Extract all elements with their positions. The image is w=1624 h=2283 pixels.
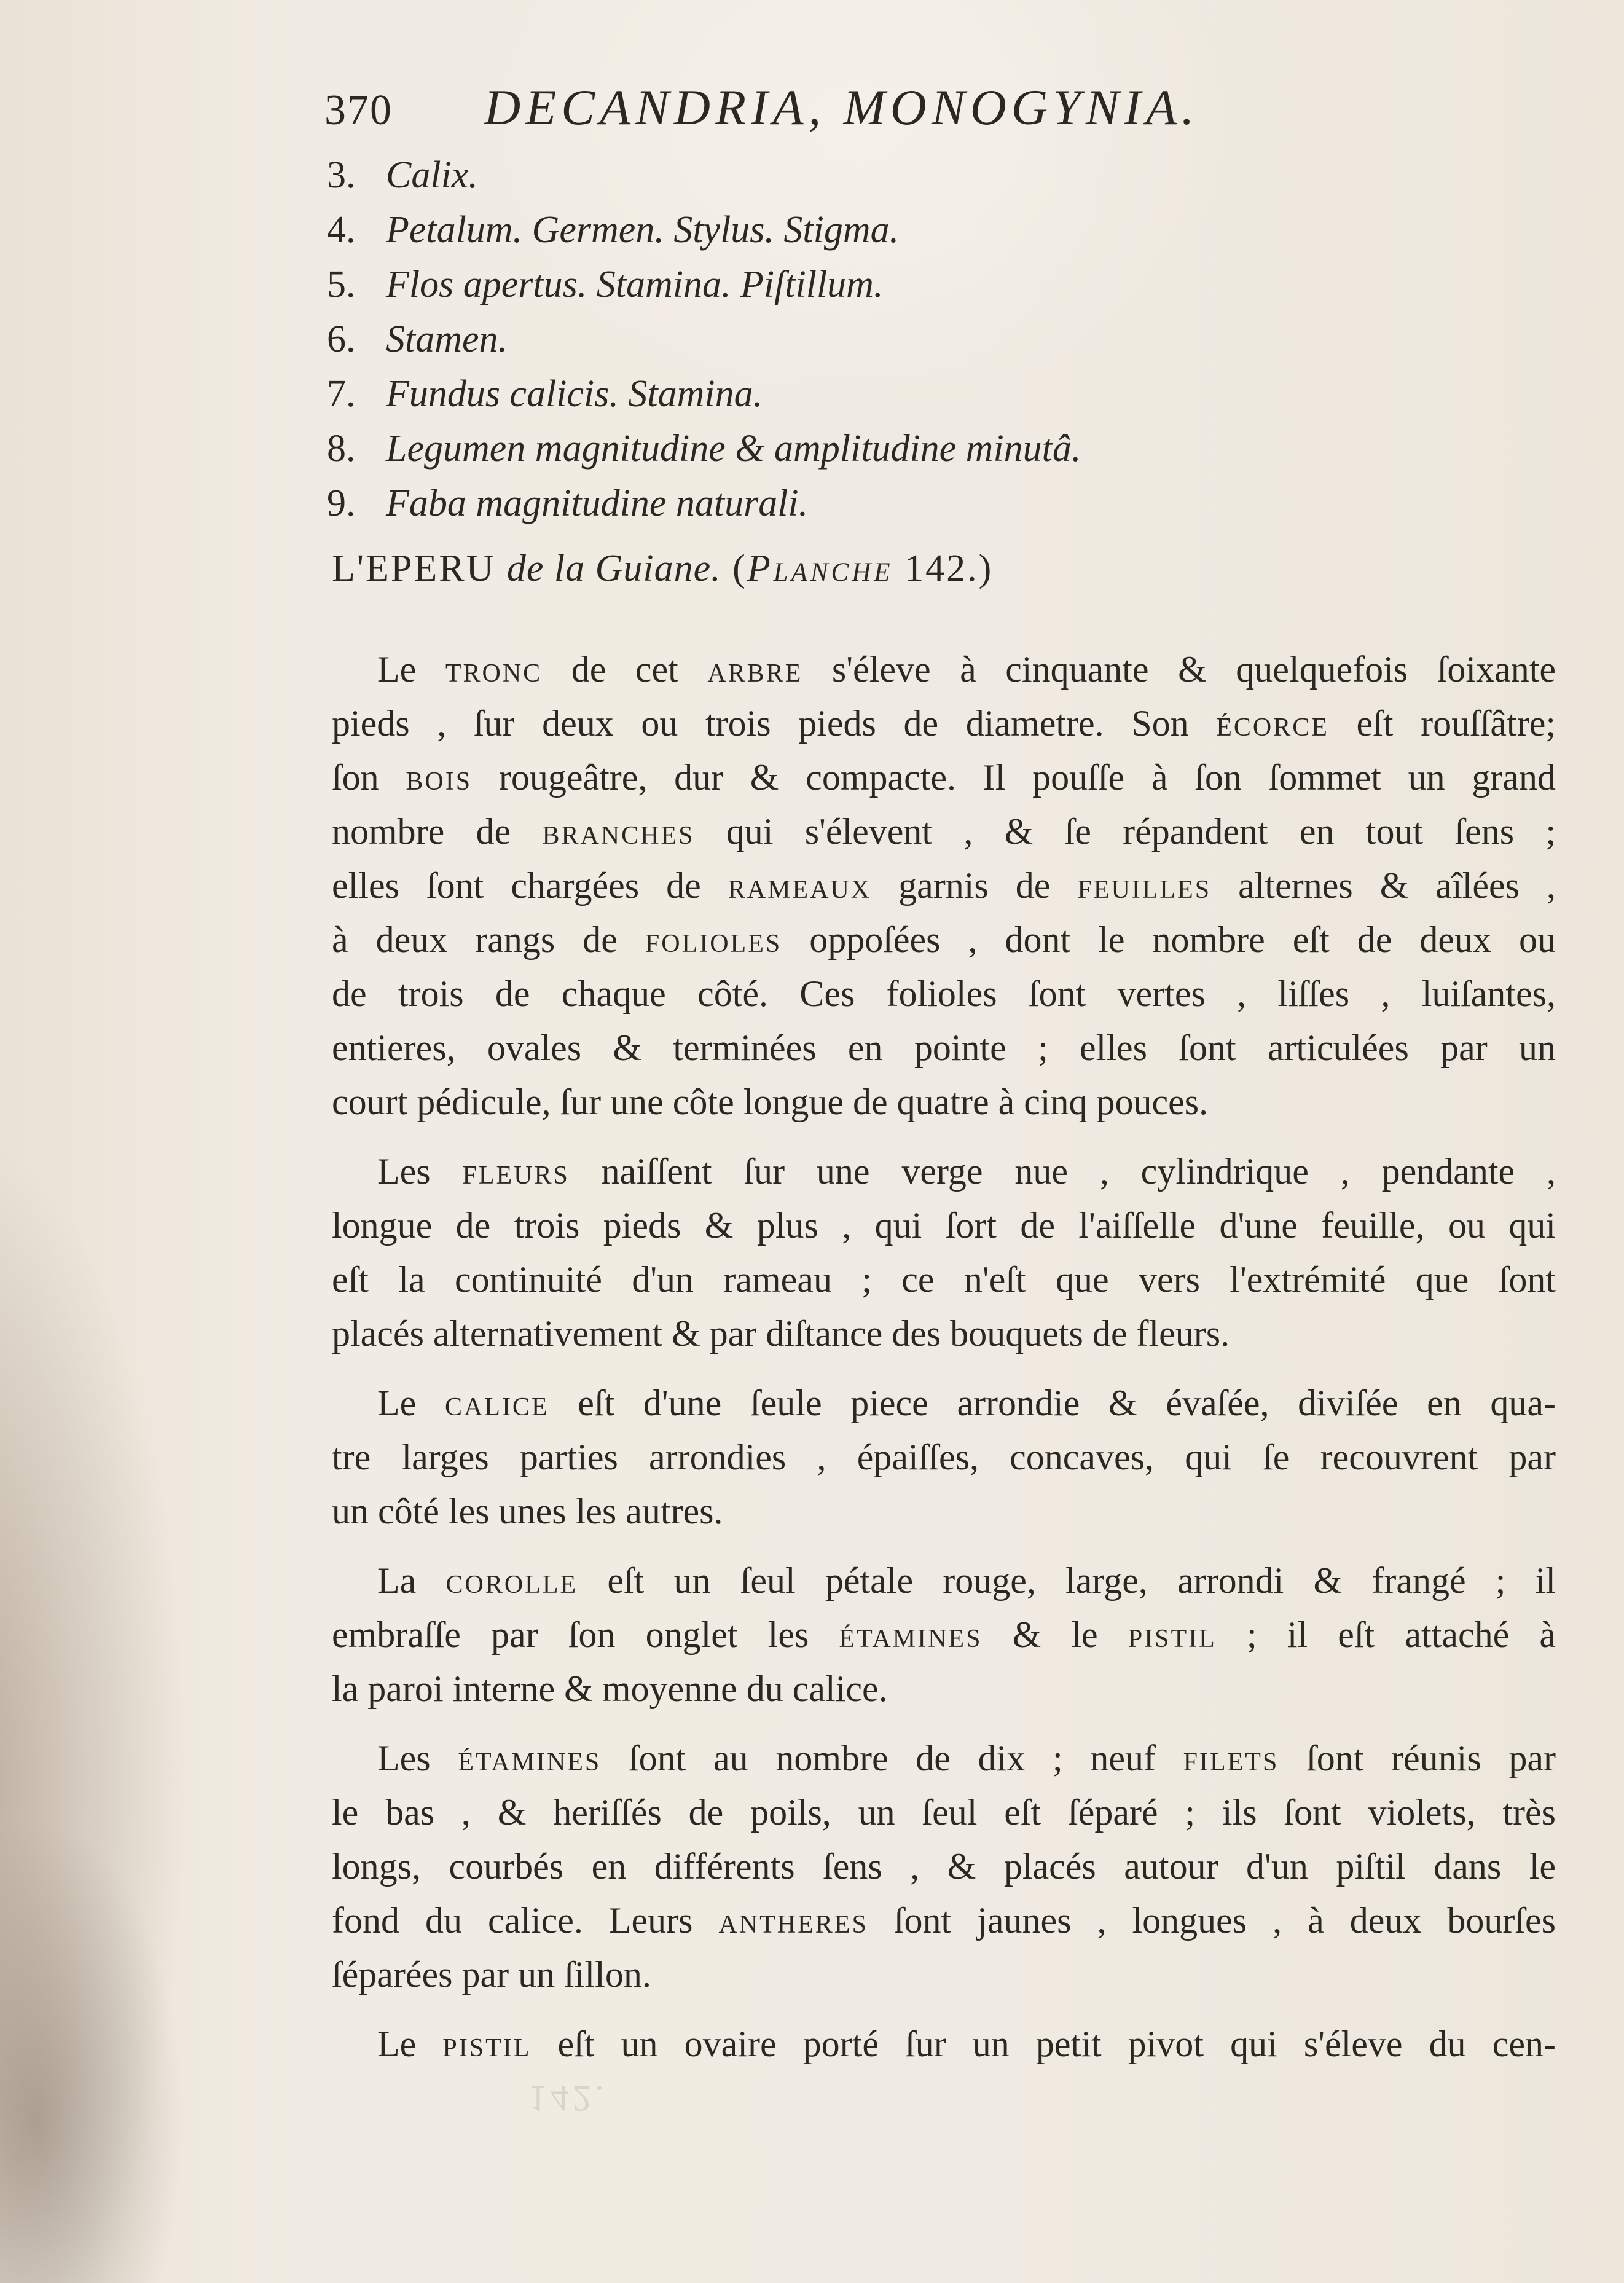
section-place: de la Guiane. (506, 548, 721, 589)
legend-text: Flos apertus. Stamina. Piſtillum. (386, 264, 884, 305)
legend-number: 9. (327, 482, 356, 524)
legend-text: Faba magnitudine naturali. (386, 482, 809, 524)
legend-item (327, 154, 1341, 208)
small-caps-term: étamines (839, 1614, 983, 1655)
page-number: 370 (324, 87, 393, 134)
section-name: L'EPERU (332, 548, 496, 589)
small-caps-term: tronc (445, 649, 543, 690)
section-title (332, 547, 1376, 591)
text-line: ſéparées par un ſillon. (332, 1954, 651, 1995)
text-line: de trois de chaque côté. Ces folioles ſont vertes , liſſes , luiſantes, (332, 973, 1556, 1014)
text-line: La corolle eſt un ſeul pétale rouge, large, arrondi & frangé ; il (377, 1560, 1556, 1601)
legend-number: 7. (327, 373, 356, 415)
legend-number: 3. (327, 154, 356, 196)
small-caps-term: rameaux (728, 865, 872, 906)
text-line: nombre de branches qui s'élevent , & ſe répandent en tout ſens ; (332, 811, 1556, 852)
figure-legend (327, 154, 1341, 536)
paragraph (332, 2017, 1556, 2071)
text-line: court pédicule, ſur une côte longue de quatre à cinq pouces. (332, 1082, 1209, 1122)
text-line: eſt la continuité d'un rameau ; ce n'eſt que vers l'extrémité que ſont (332, 1259, 1556, 1300)
text-line: longs, courbés en différents ſens , & placés autour d'un piſtil dans le (332, 1846, 1556, 1887)
paragraph (332, 1376, 1556, 1538)
small-caps-term: folioles (645, 919, 782, 960)
text-line: le bas , & heriſſés de poils, un ſeul eſt ſéparé ; ils ſont violets, très (332, 1792, 1556, 1833)
small-caps-term: bois (406, 757, 473, 798)
paragraph (332, 1144, 1556, 1361)
small-caps-term: filets (1183, 1738, 1279, 1778)
small-caps-term: étamines (458, 1738, 602, 1778)
legend-number: 4. (327, 209, 356, 251)
small-caps-term: pistil (442, 2024, 532, 2064)
small-caps-term: fleurs (462, 1151, 570, 1192)
paragraph (332, 642, 1556, 1129)
legend-text: Legumen magnitudine & amplitudine minutâ. (386, 428, 1081, 470)
small-caps-term: pistil (1128, 1614, 1217, 1655)
legend-text: Fundus calicis. Stamina. (386, 373, 763, 415)
paragraph (332, 1554, 1556, 1716)
text-line: la paroi interne & moyenne du calice. (332, 1668, 888, 1709)
text-line: elles ſont chargées de rameaux garnis de feuilles alternes & aîlées , (332, 865, 1556, 906)
text-line: Les fleurs naiſſent ſur une verge nue , cylindrique , pendante , (377, 1151, 1556, 1192)
text-line: à deux rangs de folioles oppoſées , dont le nombre eſt de deux ou (332, 919, 1556, 960)
legend-item (327, 482, 1341, 536)
text-line: un côté les unes les autres. (332, 1491, 723, 1531)
legend-number: 8. (327, 428, 356, 470)
text-line: ſon bois rougeâtre, dur & compacte. Il pouſſe à ſon ſommet un grand (332, 757, 1556, 798)
legend-item (327, 427, 1341, 482)
legend-item (327, 318, 1341, 372)
text-line: Le calice eſt d'une ſeule piece arrondie & évaſée, diviſée en qua- (377, 1383, 1556, 1423)
body-text (332, 642, 1556, 2086)
legend-item (327, 372, 1341, 427)
legend-number: 6. (327, 318, 356, 360)
small-caps-term: branches (542, 811, 695, 852)
paragraph (332, 1731, 1556, 2002)
text-line: tre larges parties arrondies , épaiſſes, concaves, qui ſe recouvrent par (332, 1437, 1556, 1477)
plate-open: ( (732, 548, 747, 589)
text-line: embraſſe par ſon onglet les étamines & le pistil ; il eſt attaché à (332, 1614, 1556, 1655)
small-caps-term: arbre (707, 649, 803, 690)
small-caps-term: feuilles (1077, 865, 1212, 906)
plate-number: 142.) (904, 548, 994, 589)
text-line: Les étamines ſont au nombre de dix ; neuf filets ſont réunis par (377, 1738, 1556, 1778)
legend-text: Petalum. Germen. Stylus. Stigma. (386, 209, 900, 251)
legend-text: Calix. (386, 154, 478, 196)
legend-item (327, 263, 1341, 318)
text-line: Le pistil eſt un ovaire porté ſur un petit pivot qui s'éleve du cen- (377, 2024, 1556, 2064)
bleed-through-mark: 142. (528, 2078, 608, 2119)
text-line: fond du calice. Leurs antheres ſont jaunes , longues , à deux bourſes (332, 1900, 1556, 1941)
small-caps-term: calice (444, 1383, 549, 1423)
text-line: entieres, ovales & terminées en pointe ; elles ſont articulées par un (332, 1028, 1556, 1068)
legend-text: Stamen. (386, 318, 508, 360)
text-line: Le tronc de cet arbre s'éleve à cinquante & quelquefois ſoixante (377, 649, 1556, 690)
small-caps-term: écorce (1216, 703, 1329, 744)
legend-number: 5. (327, 264, 356, 305)
text-line: pieds , ſur deux ou trois pieds de diametre. Son écorce eſt rouſſâtre; (332, 703, 1556, 744)
page-header (324, 79, 1369, 146)
plate-label: Planche (747, 548, 893, 589)
small-caps-term: antheres (718, 1900, 868, 1941)
text-line: longue de trois pieds & plus , qui ſort de l'aiſſelle d'une feuille, ou qui (332, 1205, 1556, 1246)
legend-item (327, 208, 1341, 263)
running-head: DECANDRIA, MONOGYNIA. (484, 79, 1199, 135)
small-caps-term: corolle (445, 1560, 578, 1601)
text-line: placés alternativement & par diſtance des bouquets de fleurs. (332, 1313, 1230, 1354)
